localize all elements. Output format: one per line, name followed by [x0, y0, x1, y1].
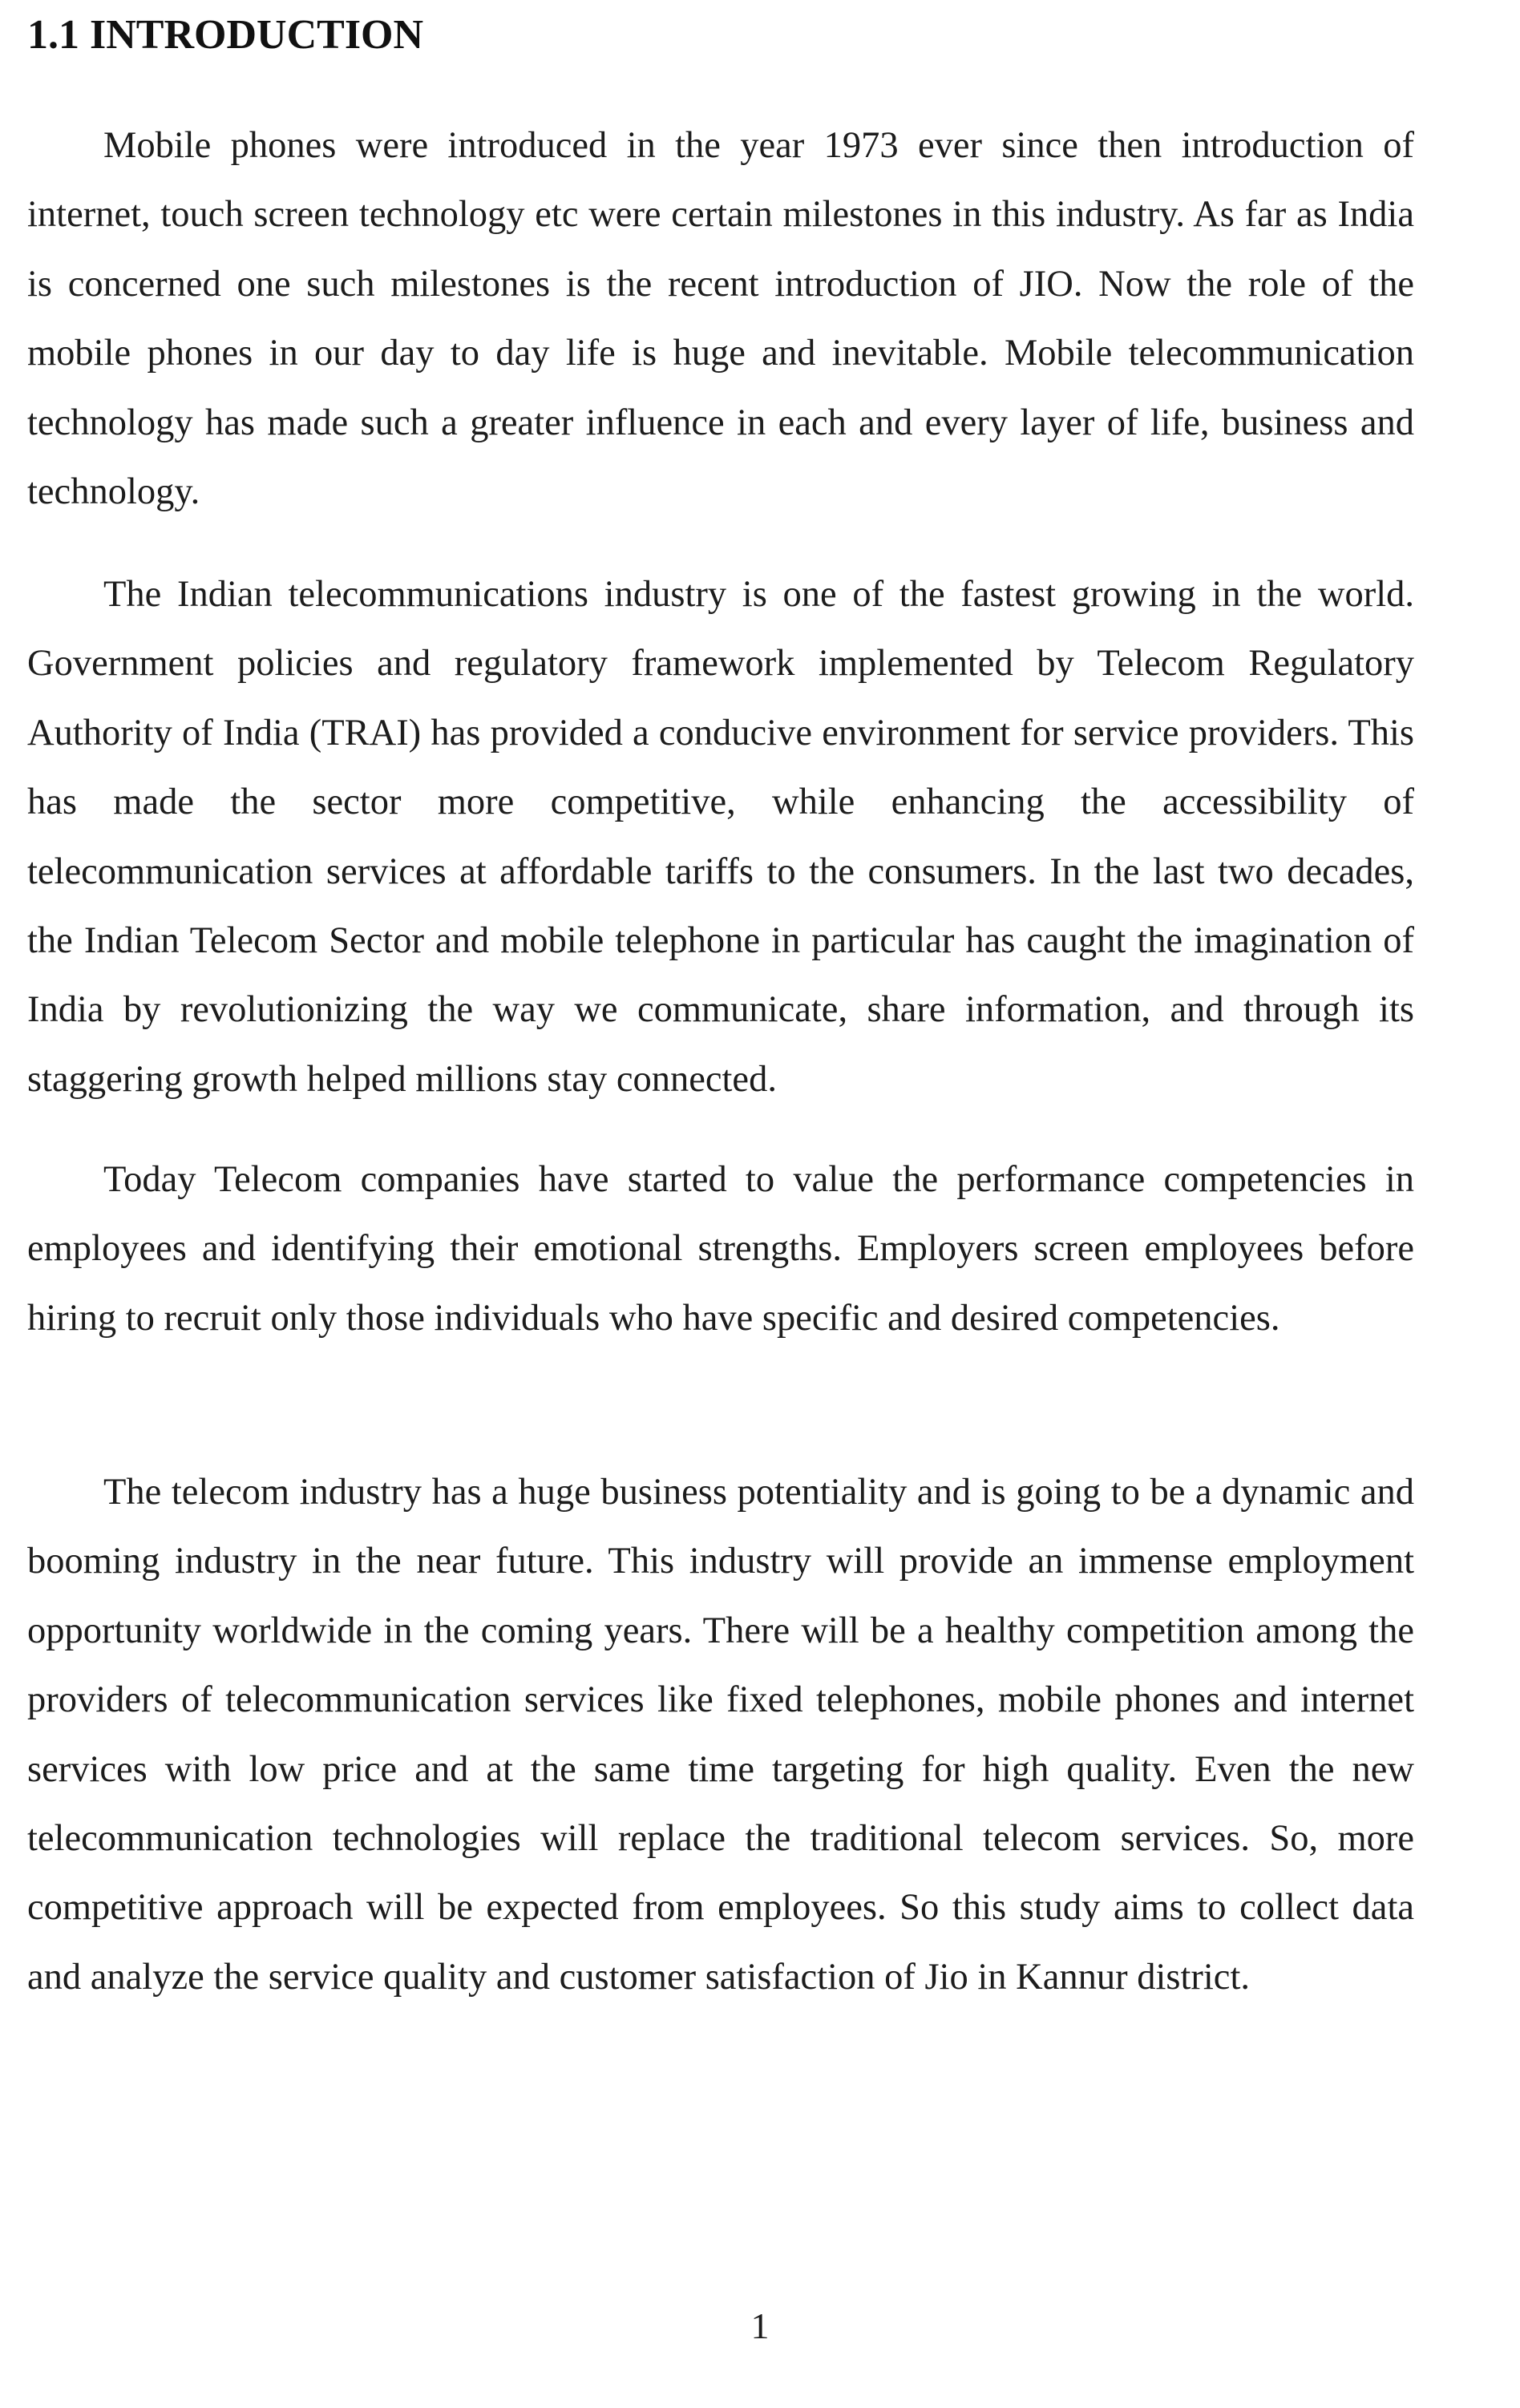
section-heading: 1.1 INTRODUCTION: [27, 12, 424, 58]
page-number: 1: [750, 2305, 770, 2346]
paragraph-mobile-phones-history: Mobile phones were introduced in the year 1973 ever since then introduction of internet, touch screen technology etc were certain milestones in this industry. As far as India is concerned one such milestones is the recent introduction of JIO. Now the role of the mobile phones in our day to day life is huge and inevitable. Mobile telecommunication technology has made such a greater influence in each and every layer of life, business and technology.: [27, 125, 1414, 513]
paragraph-indian-telecom-industry: The Indian telecommunications industry is one of the fastest growing in the world. Government policies and regulatory framework implemented by Telecom Regulatory Authority of India (TRAI) has provided a conducive environment for service providers. This has made the sector more competitive, while enhancing the accessibility of telecommunication services at affordable tariffs to the consumers. In the last two decades, the Indian Telecom Sector and mobile telephone in particular has caught the imagination of India by revolutionizing the way we communicate, share information, and through its staggering growth helped millions stay connected.: [27, 574, 1414, 1100]
paragraph-employee-competencies: Today Telecom companies have started to value the performance competencies in employees and identifying their emotional strengths. Employers screen employees before hiring to recruit only those individuals who have specific and desired competencies.: [27, 1159, 1414, 1339]
paragraph-study-aim: The telecom industry has a huge business potentiality and is going to be a dynamic and booming industry in the near future. This industry will provide an immense employment opportunity worldwide in the coming years. There will be a healthy competition among the providers of telecommunication services like fixed telephones, mobile phones and internet services with low price and at the same time targeting for high quality. Even the new telecommunication technologies will replace the traditional telecom services. So, more competitive approach will be expected from employees. So this study aims to collect data and analyze the service quality and customer satisfaction of Jio in Kannur district.: [27, 1472, 1414, 1998]
